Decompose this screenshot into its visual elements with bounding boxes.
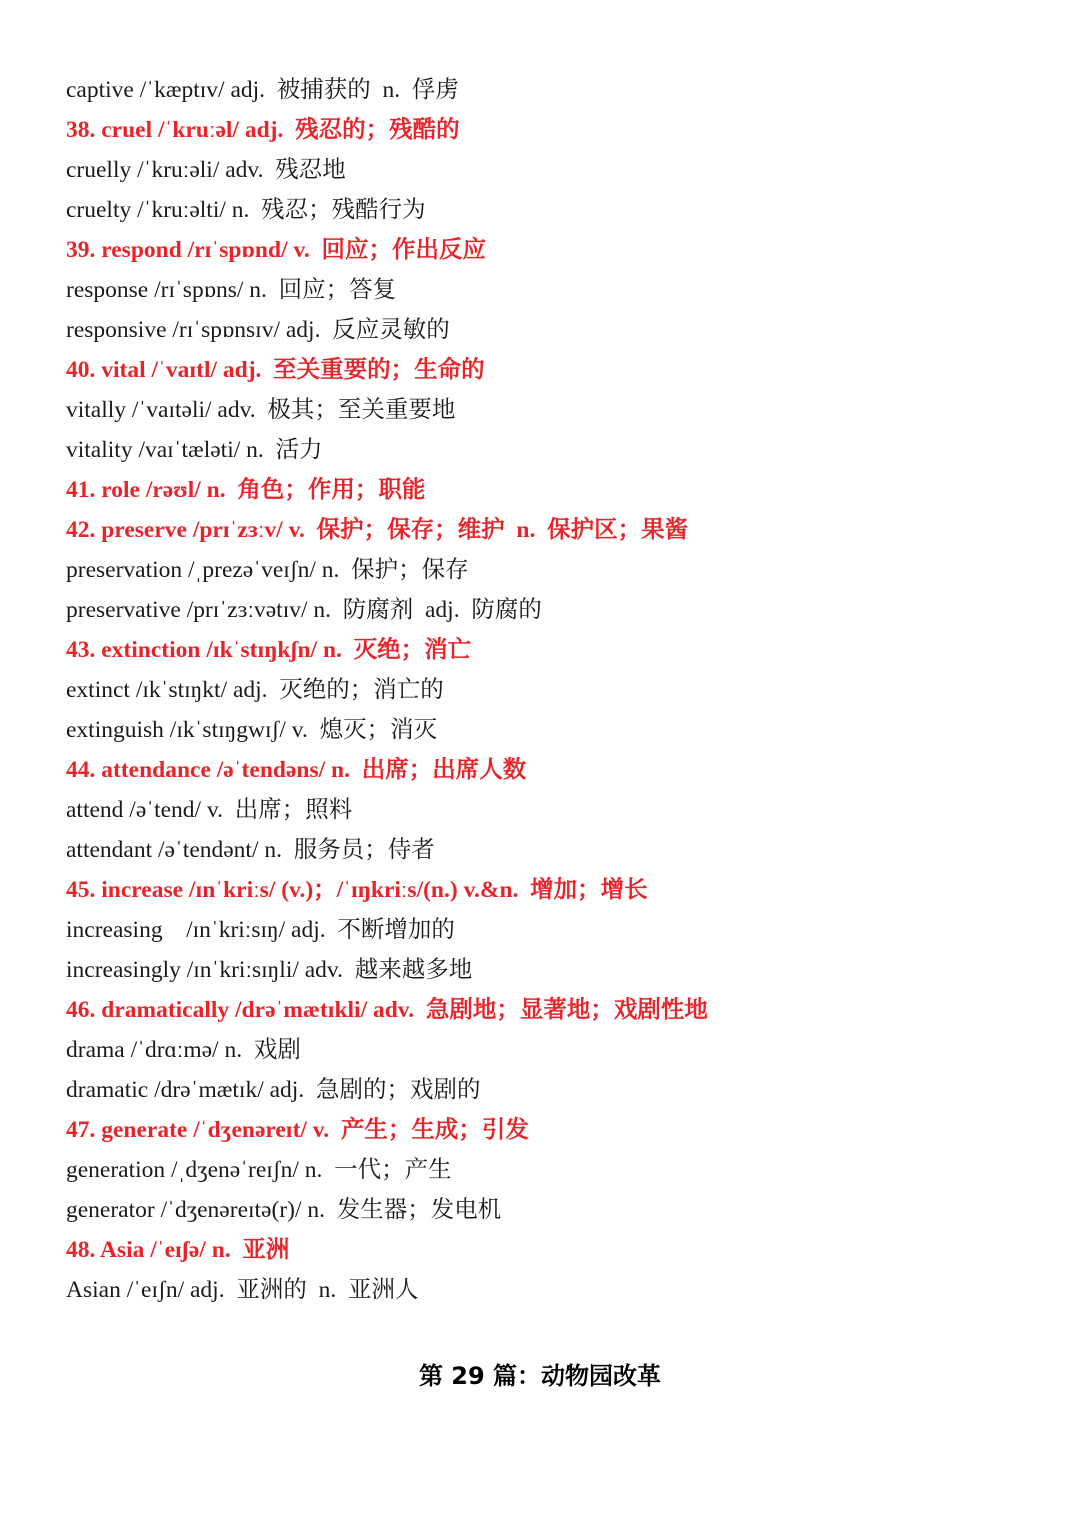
headword-entry: 43. extinction /ɪkˈstɪŋkʃn/ n. 灭绝；消亡 bbox=[66, 637, 472, 663]
derivative-entry: extinct /ɪkˈstɪŋkt/ adj. 灭绝的；消亡的 bbox=[66, 677, 444, 703]
derivative-entry: increasingly /ɪnˈkriːsɪŋli/ adv. 越来越多地 bbox=[66, 957, 473, 983]
headword-entry: 46. dramatically /drəˈmætɪkli/ adv. 急剧地；显著地；戏剧性地 bbox=[66, 997, 708, 1023]
headword-entry: 47. generate /ˈdʒenəreɪt/ v. 产生；生成；引发 bbox=[66, 1117, 529, 1143]
derivative-entry: cruelly /ˈkruːəli/ adv. 残忍地 bbox=[66, 157, 346, 183]
headword-entry: 38. cruel /ˈkruːəl/ adj. 残忍的；残酷的 bbox=[66, 117, 460, 143]
derivative-entry: vitally /ˈvaɪtəli/ adv. 极其；至关重要地 bbox=[66, 397, 456, 423]
derivative-entry: cruelty /ˈkruːəlti/ n. 残忍；残酷行为 bbox=[66, 197, 426, 223]
headword-entry: 42. preserve /prɪˈzɜːv/ v. 保护；保存；维护 n. 保护区；果酱 bbox=[66, 517, 689, 543]
chapter-title: 第 29 篇：动物园改革 bbox=[418, 1362, 662, 1390]
derivative-entry: captive /ˈkæptɪv/ adj. 被捕获的 n. 俘虏 bbox=[66, 77, 459, 103]
headword-entry: 44. attendance /əˈtendəns/ n. 出席；出席人数 bbox=[66, 757, 527, 783]
derivative-entry: response /rɪˈspɒns/ n. 回应；答复 bbox=[66, 277, 397, 303]
derivative-entry: extinguish /ɪkˈstɪŋgwɪʃ/ v. 熄灭；消灭 bbox=[66, 717, 438, 743]
derivative-entry: increasing /ɪnˈkriːsɪŋ/ adj. 不断增加的 bbox=[66, 917, 455, 943]
derivative-entry: generator /ˈdʒenəreɪtə(r)/ n. 发生器；发电机 bbox=[66, 1197, 502, 1223]
derivative-entry: responsive /rɪˈspɒnsɪv/ adj. 反应灵敏的 bbox=[66, 317, 450, 343]
vocabulary-list bbox=[66, 70, 1046, 1310]
derivative-entry: generation /ˌdʒenəˈreɪʃn/ n. 一代；产生 bbox=[66, 1157, 452, 1183]
derivative-entry: Asian /ˈeɪʃn/ adj. 亚洲的 n. 亚洲人 bbox=[66, 1277, 419, 1303]
headword-entry: 39. respond /rɪˈspɒnd/ v. 回应；作出反应 bbox=[66, 237, 487, 263]
headword-entry: 48. Asia /ˈeɪʃə/ n. 亚洲 bbox=[66, 1237, 290, 1263]
derivative-entry: drama /ˈdrɑːmə/ n. 戏剧 bbox=[66, 1037, 301, 1063]
headword-entry: 41. role /rəʊl/ n. 角色；作用；职能 bbox=[66, 477, 426, 503]
headword-entry: 45. increase /ɪnˈkriːs/ (v.)；/ˈɪŋkriːs/(n.) v.&n. 增加；增长 bbox=[66, 877, 648, 903]
headword-entry: 40. vital /ˈvaɪtl/ adj. 至关重要的；生命的 bbox=[66, 357, 485, 383]
derivative-entry: dramatic /drəˈmætɪk/ adj. 急剧的；戏剧的 bbox=[66, 1077, 481, 1103]
derivative-entry: attendant /əˈtendənt/ n. 服务员；侍者 bbox=[66, 837, 435, 863]
derivative-entry: attend /əˈtend/ v. 出席；照料 bbox=[66, 797, 353, 823]
derivative-entry: preservative /prɪˈzɜːvətɪv/ n. 防腐剂 adj. 防腐的 bbox=[66, 597, 542, 623]
derivative-entry: vitality /vaɪˈtæləti/ n. 活力 bbox=[66, 437, 323, 463]
derivative-entry: preservation /ˌprezəˈveɪʃn/ n. 保护；保存 bbox=[66, 557, 469, 583]
